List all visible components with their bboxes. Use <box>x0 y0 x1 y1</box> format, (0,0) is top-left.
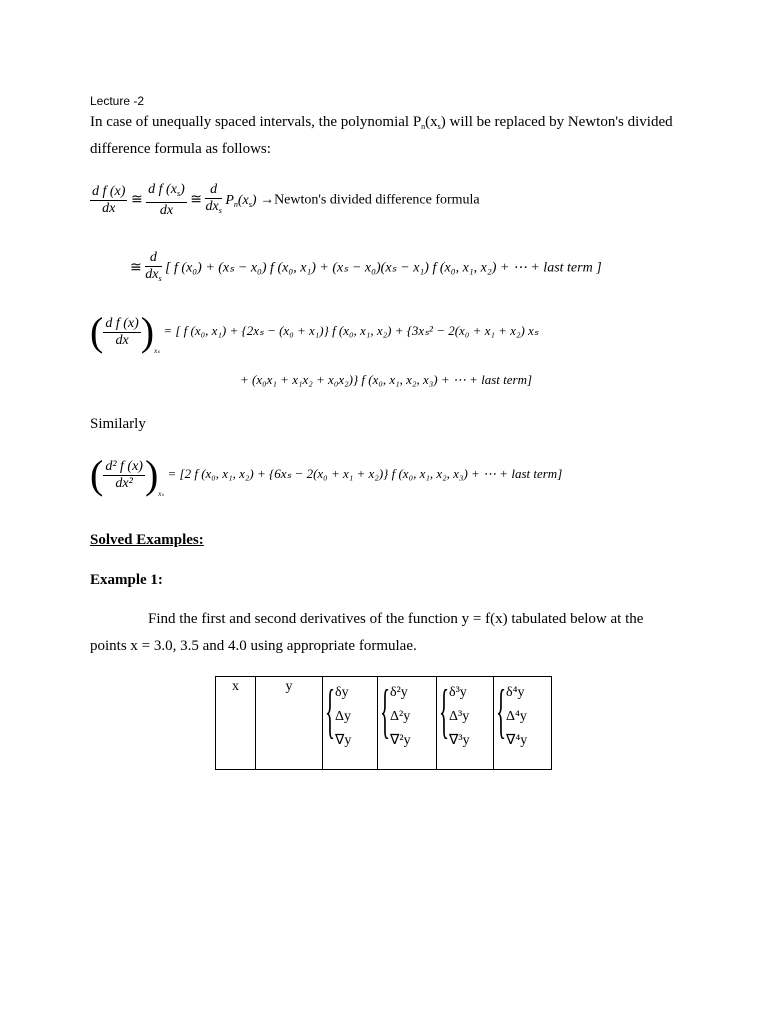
similarly-text: Similarly <box>90 416 146 432</box>
eq4-num: d² f (x) <box>105 458 143 474</box>
eq4-eval-sub: xₛ <box>158 490 164 499</box>
solved-examples-heading: Solved Examples: <box>90 532 204 548</box>
problem-line-1: Find the first and second derivatives of the function y = f(x) tabulated below at the <box>148 611 644 627</box>
col-second-diff <box>378 677 437 770</box>
eq1-den2: dx <box>159 203 174 218</box>
eq1-num2-end: ) <box>180 182 185 197</box>
eq1-num2-sub: s <box>176 189 181 198</box>
difference-table <box>215 676 552 770</box>
eq4-den: dx² <box>115 475 133 491</box>
col-first-diff <box>323 677 378 770</box>
backward-delta2-y: ∇²y <box>390 733 411 748</box>
eq3-close-paren: ) <box>140 309 155 354</box>
left-brace-icon: { <box>496 678 507 744</box>
intro-line-2: difference formula as follows: <box>90 141 271 157</box>
eq1-arrow: → <box>260 192 275 208</box>
forward-delta3-y: Δ³y <box>449 709 470 724</box>
eq1-poly-sub: n <box>233 199 238 209</box>
backward-delta-y: ∇y <box>335 733 352 748</box>
eq2-den: dx <box>145 267 159 282</box>
eq3-num: d f (x) <box>105 315 139 331</box>
eq3-frac <box>103 316 140 349</box>
eq2-num: d <box>145 250 161 267</box>
eq1-den3: dx <box>205 199 219 214</box>
eq2-den-sub: s <box>158 274 162 283</box>
eq3-den: dx <box>115 332 129 348</box>
eq4-open-paren: ( <box>90 452 104 497</box>
example-1-heading: Example 1: <box>90 572 163 588</box>
backward-delta3-y: ∇³y <box>449 733 470 748</box>
eq3-line2: + (x₀x₁ + x₁x₂ + x₀x₂)} f (x₀, x₁, x₂, x₃) + ⋯ + last term] <box>240 372 533 387</box>
eq3-line1: = [ f (x₀, x₁) + {2xₛ − (x₀ + x₁)} f (x₀, x₁, x₂) + {3xₛ² − 2(x₀ + x₁ + x₂) xₛ <box>163 323 539 339</box>
problem-line-2: points x = 3.0, 3.5 and 4.0 using appropriate formulae. <box>90 638 417 654</box>
intro-line-1 <box>90 114 673 131</box>
forward-delta2-y: Δ²y <box>390 709 411 724</box>
eq1-num1: d f (x) <box>92 184 126 199</box>
eq1-num3: d <box>205 182 221 199</box>
eq1-frac-3 <box>205 182 221 219</box>
table-row <box>216 677 552 770</box>
intro-text-a: In case of unequally spaced intervals, the polynomial P <box>90 114 422 130</box>
lecture-title: Lecture -2 <box>90 94 145 108</box>
equation-3 <box>90 309 539 356</box>
eq1-label: Newton's divided difference formula <box>274 192 480 208</box>
forward-delta-y: Δy <box>335 709 352 724</box>
eq2-approx: ≅ <box>130 260 142 276</box>
eq1-approx2: ≅ <box>190 192 202 208</box>
left-brace-icon: { <box>439 678 450 744</box>
backward-delta4-y: ∇⁴y <box>506 733 528 748</box>
intro-text-x: (x <box>425 114 438 130</box>
eq1-poly-arg-sub: s <box>248 199 252 209</box>
left-brace-icon: { <box>325 678 336 744</box>
left-brace-icon: { <box>380 678 391 744</box>
intro-text-b: ) will be replaced by Newton's divided <box>440 114 673 130</box>
eq4-frac <box>103 459 145 492</box>
forward-delta4-y: Δ⁴y <box>506 709 527 724</box>
eq1-frac-1 <box>90 184 127 217</box>
eq1-num2: d f (x <box>148 182 177 197</box>
col-third-diff <box>437 677 494 770</box>
eq1-den1: dx <box>102 201 116 216</box>
eq1-poly: P <box>225 192 234 208</box>
col-y-header: y <box>256 677 323 770</box>
intro-sub-n: n <box>421 122 426 131</box>
intro-sub-s: s <box>437 122 441 131</box>
eq1-approx1: ≅ <box>130 192 143 208</box>
delta3-y: δ³y <box>449 685 467 700</box>
eq3-open-paren: ( <box>90 309 104 354</box>
equation-4 <box>90 452 563 499</box>
delta2-y: δ²y <box>390 685 408 700</box>
eq2-body: [ f (x₀) + (xₛ − x₀) f (x₀, x₁) + (xₛ − x₀)(xₛ − x₁) f (x₀, x₁, x₂) + ⋯ + last term ] <box>165 260 602 276</box>
delta4-y: δ⁴y <box>506 685 525 700</box>
equation-1 <box>90 182 480 219</box>
delta-y: δy <box>335 685 349 700</box>
eq1-poly-arg: (x <box>237 192 249 208</box>
eq3-eval-sub: xₛ <box>154 347 160 356</box>
eq2-frac <box>145 250 161 287</box>
col-fourth-diff <box>494 677 552 770</box>
eq1-poly-arg-end: ) <box>251 192 257 208</box>
col-x-header: x <box>216 677 256 770</box>
eq1-den3-sub: s <box>218 206 222 215</box>
equation-2 <box>130 250 602 287</box>
eq4-line: = [2 f (x₀, x₁, x₂) + {6xₛ − 2(x₀ + x₁ + x₂)} f (x₀, x₁, x₂, x₃) + ⋯ + last term] <box>167 466 563 482</box>
eq1-frac-2 <box>146 182 187 219</box>
eq4-close-paren: ) <box>144 452 159 497</box>
